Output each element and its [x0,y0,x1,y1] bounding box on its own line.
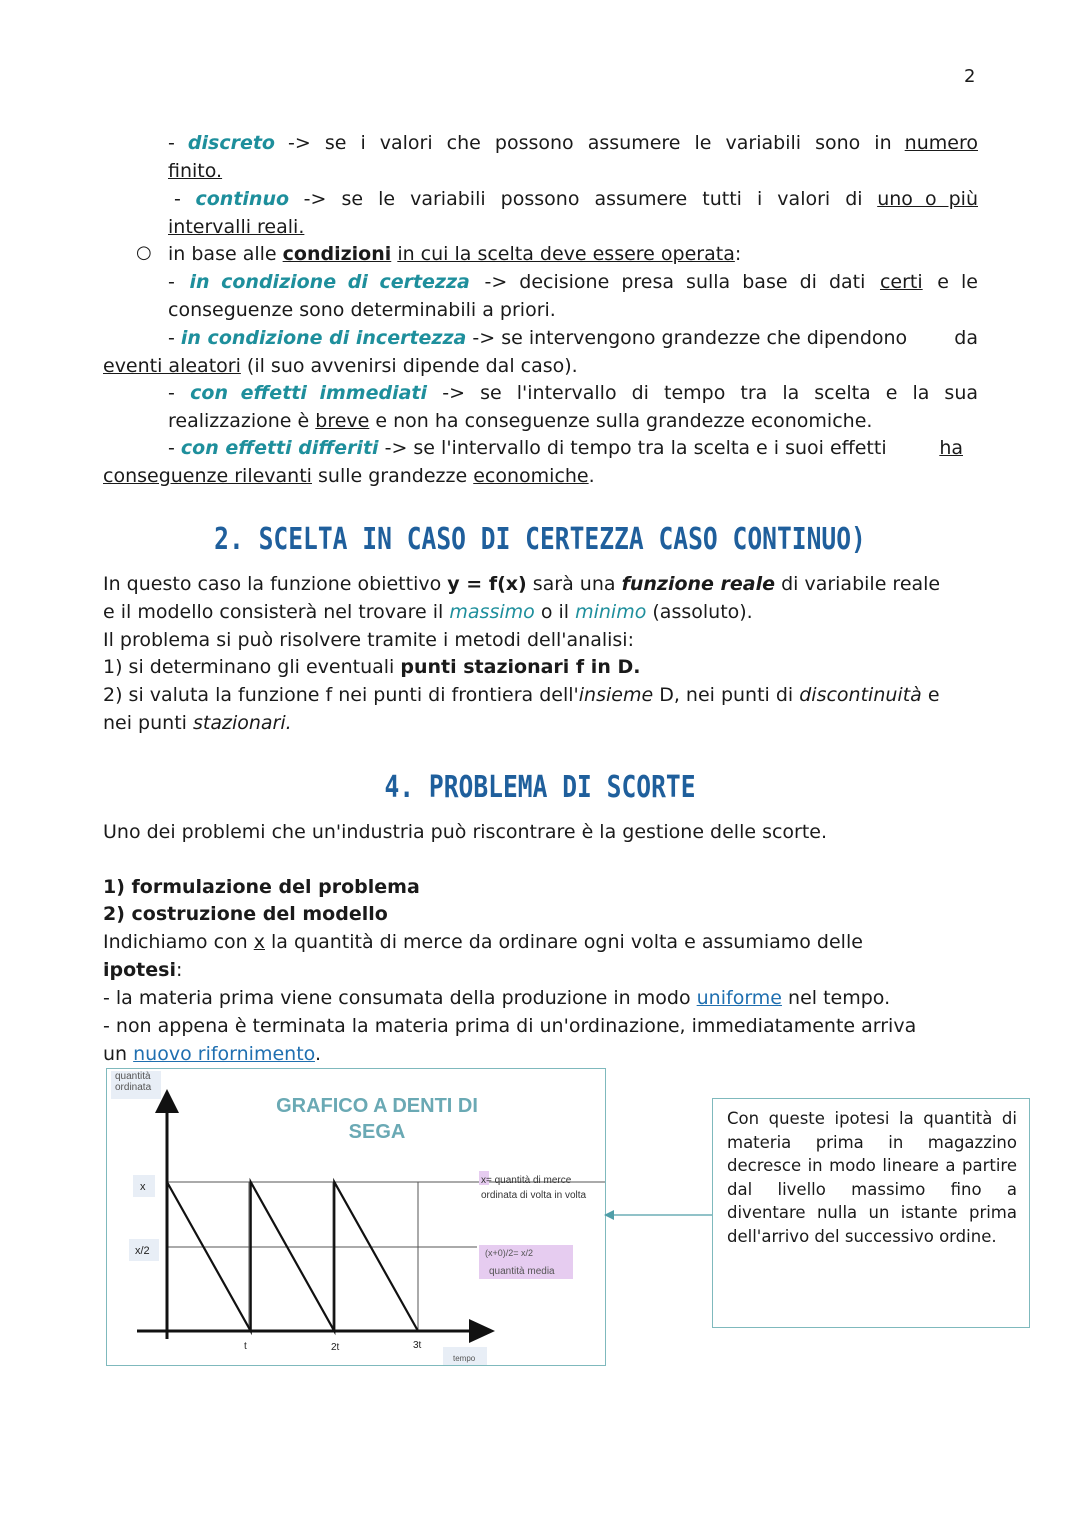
section2-paragraph-line1: In questo caso la funzione obiettivo y = f(x) sarà una funzione reale di variabile reale [103,573,941,595]
section-title-problema-scorte: 4. PROBLEMA DI SCORTE [384,770,696,805]
list-item-immediati: - con effetti immediati -> se l'intervallo di tempo tra la scelta e la sua [168,379,978,407]
x-tick-t: t [244,1341,247,1352]
note-box [712,1098,1030,1328]
list-item-incertezza: - in condizione di incertezza -> se intervengono grandezze che dipendono da [168,327,978,349]
section4-hypothesis-2: - non appena è terminata la materia prima di un'ordinazione, immediatamente arriva [103,1015,917,1037]
page-number: 2 [964,66,976,87]
sawtooth-chart-figure [106,1068,606,1366]
continuo-continuation: intervalli reali. [168,216,305,238]
legend-mean-line1: (x+0)/2= x/2 [485,1248,534,1258]
list-item-discreto: - discreto -> se i valori che possono assumere le variabili sono in numero [168,129,978,157]
section2-step2-continuation: nei punti stazionari. [103,712,292,734]
section4-step1: 1) formulazione del problema [103,876,420,898]
section2-paragraph-line2: e il modello consisterà nel trovare il massimo o il minimo (assoluto). [103,601,753,623]
x-tick-2t: 2t [331,1342,340,1353]
link-nuovo-rifornimento[interactable]: nuovo rifornimento [133,1043,315,1065]
discreto-underlined: numero [904,132,978,154]
list-item-differiti: - con effetti differiti -> se l'intervallo di tempo tra la scelta e i suoi effetti ha [168,437,963,459]
discreto-text: -> se i valori che possono assumere le variabili sono in [288,132,892,154]
term-discreto: discreto [187,132,275,154]
x-axis-arrow-icon [469,1319,495,1343]
term-incertezza: in condizione di incertezza [180,327,467,349]
section4-step2: 2) costruzione del modello [103,903,388,925]
section4-ipotesi: ipotesi: [103,959,183,981]
note-text: Con queste ipotesi la quantità di materia prima in magazzino decresce in modo lineare a partire dal livello massimo fino a diventare nulla un istante prima dell'arrivo del successivo ordine. [727,1109,1017,1246]
certezza-continuation: conseguenze sono determinabili a priori. [168,299,556,321]
list-heading-condizioni: in base alle condizioni in cui la scelta deve essere operata: [168,243,742,265]
section4-hypothesis-1: - la materia prima viene consumata della produzione in modo uniforme nel tempo. [103,987,891,1009]
section2-step1: 1) si determinano gli eventuali punti stazionari f in D. [103,656,641,678]
section-title-scelta-certezza: 2. SCELTA IN CASO DI CERTEZZA CASO CONTINUO) [214,522,866,557]
sawtooth-series-line [167,1182,418,1331]
y-axis-label-line2: ordinata [115,1082,152,1093]
y-axis-label-line1: quantità [115,1071,151,1082]
list-item-continuo: - continuo -> se le variabili possono assumere tutti i valori di uno o più [168,185,978,213]
immediati-continuation: realizzazione è breve e non ha conseguenze sulla grandezze economiche. [168,410,873,432]
y-tick-x2: x/2 [135,1245,150,1257]
x-tick-3t: 3t [413,1340,422,1351]
discreto-continuation: finito. [168,160,223,182]
legend-mean-line2: quantità media [489,1266,555,1277]
term-differiti: con effetti differiti [180,437,379,459]
legend-x-line1: x= quantità di merce [481,1175,572,1186]
y-tick-x: x [140,1181,146,1193]
x-axis-label: tempo [453,1354,476,1363]
section4-hypothesis-2-continuation: un nuovo rifornimento. [103,1043,321,1065]
callout-arrow [600,1205,714,1225]
callout-arrowhead-icon [604,1210,614,1220]
section4-paragraph-line1: Indichiamo con x la quantità di merce da ordinare ogni volta e assumiamo delle [103,931,863,953]
continuo-text: -> se le variabili possono assumere tutti i valori di [303,188,863,210]
sawtooth-chart [107,1069,605,1365]
term-continuo: continuo [195,188,290,210]
chart-title-line1: GRAFICO A DENTI DI [276,1095,478,1117]
section2-step2: 2) si valuta la funzione f nei punti di frontiera dell'insieme D, nei punti di discontinuità e [103,684,940,706]
legend-x-line2: ordinata di volta in volta [481,1190,587,1201]
term-condizioni: condizioni [282,243,392,265]
differiti-continuation: conseguenze rilevanti sulle grandezze economiche. [103,465,595,487]
section4-intro: Uno dei problemi che un'industria può riscontrare è la gestione delle scorte. [103,821,828,843]
continuo-underlined: uno o più [877,188,978,210]
link-uniforme[interactable]: uniforme [696,987,782,1009]
list-item-certezza: - in condizione di certezza -> decisione presa sulla base di dati certi e le [168,268,978,296]
bullet-circle-icon: ○ [136,242,152,263]
term-certezza: in condizione di certezza [189,271,470,293]
chart-title-line2: SEGA [348,1121,406,1143]
section2-paragraph-line3: Il problema si può risolvere tramite i metodi dell'analisi: [103,629,634,651]
incertezza-continuation: eventi aleatori (il suo avvenirsi dipende dal caso). [103,355,578,377]
term-immediati: con effetti immediati [190,382,428,404]
